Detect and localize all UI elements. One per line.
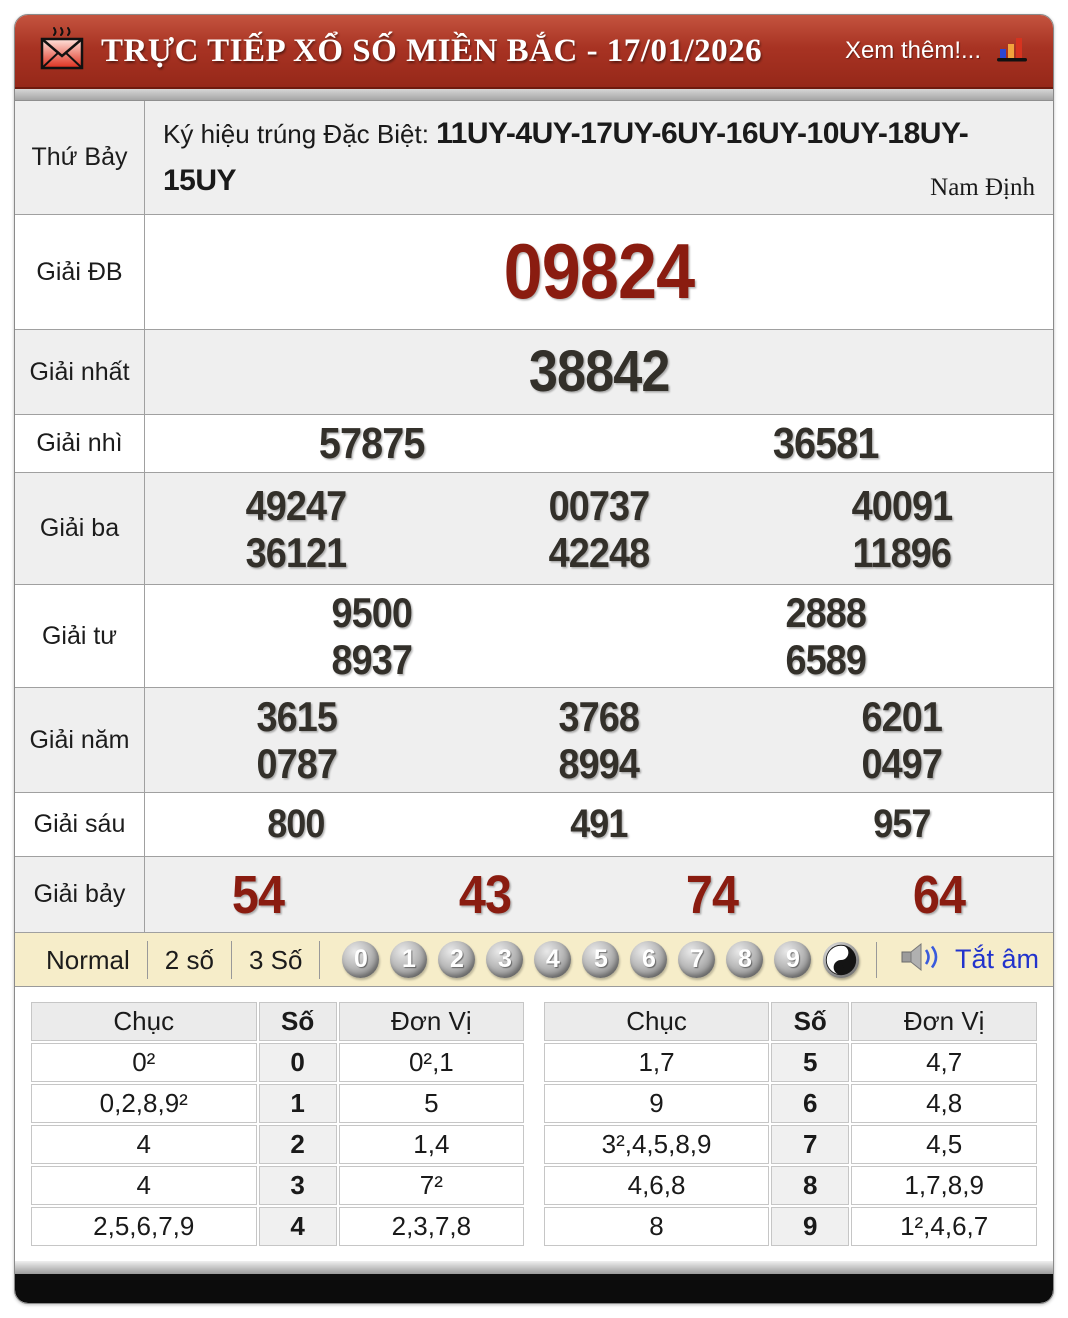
stats-header: Chục (544, 1002, 769, 1041)
prize-values (145, 473, 1053, 584)
stats-cell: 9 (544, 1084, 769, 1123)
sound-controls (862, 941, 1039, 978)
prize-number: 800 (267, 802, 326, 847)
prize-number: 8994 (558, 740, 640, 788)
mode-button-2-so[interactable]: 2 số (148, 941, 232, 979)
stats-header: Số (771, 1002, 849, 1041)
stats-cell: 2,3,7,8 (339, 1207, 524, 1246)
symbols-label: Ký hiệu trúng Đặc Biệt: (163, 119, 429, 149)
prize-values (145, 857, 1053, 932)
prize-number: 00737 (548, 481, 650, 529)
prize-number: 49247 (246, 481, 347, 529)
prize-row-5 (15, 688, 1053, 793)
prize-number: 6589 (785, 636, 867, 684)
see-more-link[interactable]: Xem thêm!... (844, 37, 981, 64)
ball-6[interactable]: 6 (630, 941, 667, 978)
ball-7[interactable]: 7 (678, 941, 715, 978)
ball-0[interactable]: 0 (342, 941, 379, 978)
prize-label: Giải ba (15, 473, 145, 584)
digit-cell: 2 (259, 1125, 337, 1164)
stats-cell: 4 (31, 1125, 257, 1164)
prize-label: Giải nhất (15, 330, 145, 414)
number-balls (342, 941, 811, 978)
stats-cell: 7² (339, 1166, 524, 1205)
envelope-icon (39, 26, 85, 77)
digit-cell: 4 (259, 1207, 337, 1246)
prize-row-2 (15, 415, 1053, 473)
digit-cell: 8 (771, 1166, 849, 1205)
prize-number: 9500 (331, 589, 413, 637)
prize-number: 3768 (558, 693, 640, 741)
ball-2[interactable]: 2 (438, 941, 475, 978)
stats-cell: 4,8 (851, 1084, 1037, 1123)
stats-header: Số (259, 1002, 337, 1041)
prize-label: Giải sáu (15, 793, 145, 856)
prize-number: 36581 (773, 419, 879, 468)
prize-number: 40091 (851, 481, 952, 529)
prize-number: 54 (232, 864, 285, 925)
ball-3[interactable]: 3 (486, 941, 523, 978)
stats-cell: 4 (31, 1166, 257, 1205)
prize-number: 6201 (861, 693, 942, 741)
prize-rows (15, 215, 1053, 933)
mute-button[interactable]: Tắt âm (954, 944, 1039, 975)
toolbar (15, 933, 1053, 987)
lottery-widget (14, 14, 1054, 1304)
prize-number: 57875 (319, 419, 425, 468)
prize-row-3 (15, 473, 1053, 585)
stats-header: Đơn Vị (851, 1002, 1037, 1041)
ball-8[interactable]: 8 (726, 941, 763, 978)
prize-number: 42248 (548, 528, 650, 576)
prize-number: 0497 (861, 740, 942, 788)
mode-switcher (29, 941, 320, 979)
stats-cell: 0²,1 (339, 1043, 524, 1082)
digit-cell: 1 (259, 1084, 337, 1123)
results-table (15, 101, 1053, 933)
prize-number: 491 (570, 802, 628, 847)
stats-cell: 1,7,8,9 (851, 1166, 1037, 1205)
stats-table-right (542, 1000, 1039, 1248)
prize-label: Giải tư (15, 585, 145, 687)
special-symbols-row (15, 101, 1053, 215)
prize-row-db (15, 215, 1053, 330)
prize-number: 38842 (528, 338, 670, 404)
symbols-value: 11UY-4UY-17UY-6UY-16UY-10UY-18UY-15UY (163, 117, 969, 197)
stats-header: Chục (31, 1002, 257, 1041)
footer-black-bar (15, 1274, 1053, 1303)
prize-values (145, 215, 1053, 329)
stats-cell: 1²,4,6,7 (851, 1207, 1037, 1246)
prize-number: 2888 (785, 589, 867, 637)
prize-number: 0787 (256, 740, 337, 788)
prize-values (145, 688, 1053, 792)
ball-5[interactable]: 5 (582, 941, 619, 978)
prize-row-6 (15, 793, 1053, 857)
digit-cell: 0 (259, 1043, 337, 1082)
prize-number: 36121 (246, 528, 347, 576)
ball-9[interactable]: 9 (774, 941, 811, 978)
weekday-label: Thứ Bảy (15, 101, 145, 214)
prize-row-1 (15, 330, 1053, 415)
stats-cell: 5 (339, 1084, 524, 1123)
stats-cell: 0,2,8,9² (31, 1084, 257, 1123)
stats-cell: 4,5 (851, 1125, 1037, 1164)
prize-values (145, 793, 1053, 856)
stats-cell: 0² (31, 1043, 257, 1082)
frequency-tables (15, 987, 1053, 1261)
stats-cell: 4,6,8 (544, 1166, 769, 1205)
symbols-cell (145, 101, 1053, 214)
digit-cell: 9 (771, 1207, 849, 1246)
prize-row-4 (15, 585, 1053, 688)
prize-label: Giải năm (15, 688, 145, 792)
digit-cell: 5 (771, 1043, 849, 1082)
prize-values (145, 330, 1053, 414)
stats-table-left (29, 1000, 526, 1248)
bar-chart-icon[interactable] (997, 35, 1029, 68)
prize-label: Giải bảy (15, 857, 145, 932)
ball-1[interactable]: 1 (390, 941, 427, 978)
prize-number: 8937 (331, 636, 413, 684)
province-name: Nam Định (930, 174, 1035, 202)
digit-cell: 3 (259, 1166, 337, 1205)
prize-number: 11896 (852, 528, 951, 576)
prize-number: 09824 (503, 227, 695, 316)
mode-button-normal[interactable]: Normal (29, 941, 148, 979)
stats-cell: 4,7 (851, 1043, 1037, 1082)
prize-number: 64 (913, 864, 966, 925)
prize-values (145, 415, 1053, 472)
digit-cell: 6 (771, 1084, 849, 1123)
prize-number: 957 (872, 802, 931, 847)
prize-row-7 (15, 857, 1053, 933)
header-banner (15, 15, 1053, 89)
stats-header: Đơn Vị (339, 1002, 524, 1041)
divider-strip (15, 89, 1053, 101)
digit-cell: 7 (771, 1125, 849, 1164)
ball-4[interactable]: 4 (534, 941, 571, 978)
prize-values (145, 585, 1053, 687)
prize-number: 74 (686, 864, 739, 925)
footer-gray-strip (15, 1261, 1053, 1274)
prize-label: Giải nhì (15, 415, 145, 472)
prize-number: 3615 (256, 693, 337, 741)
stats-cell: 2,5,6,7,9 (31, 1207, 257, 1246)
stats-cell: 8 (544, 1207, 769, 1246)
prize-label: Giải ĐB (15, 215, 145, 329)
page-title: TRỰC TIẾP XỔ SỐ MIỀN BẮC - 17/01/2026 (101, 32, 763, 69)
prize-number: 43 (459, 864, 512, 925)
stats-cell: 3²,4,5,8,9 (544, 1125, 769, 1164)
speaker-icon[interactable] (901, 941, 945, 978)
stats-cell: 1,7 (544, 1043, 769, 1082)
toolbar-separator (876, 942, 877, 978)
mode-button-3-so[interactable]: 3 Số (232, 941, 321, 979)
stats-cell: 1,4 (339, 1125, 524, 1164)
yin-yang-icon[interactable] (822, 941, 860, 979)
